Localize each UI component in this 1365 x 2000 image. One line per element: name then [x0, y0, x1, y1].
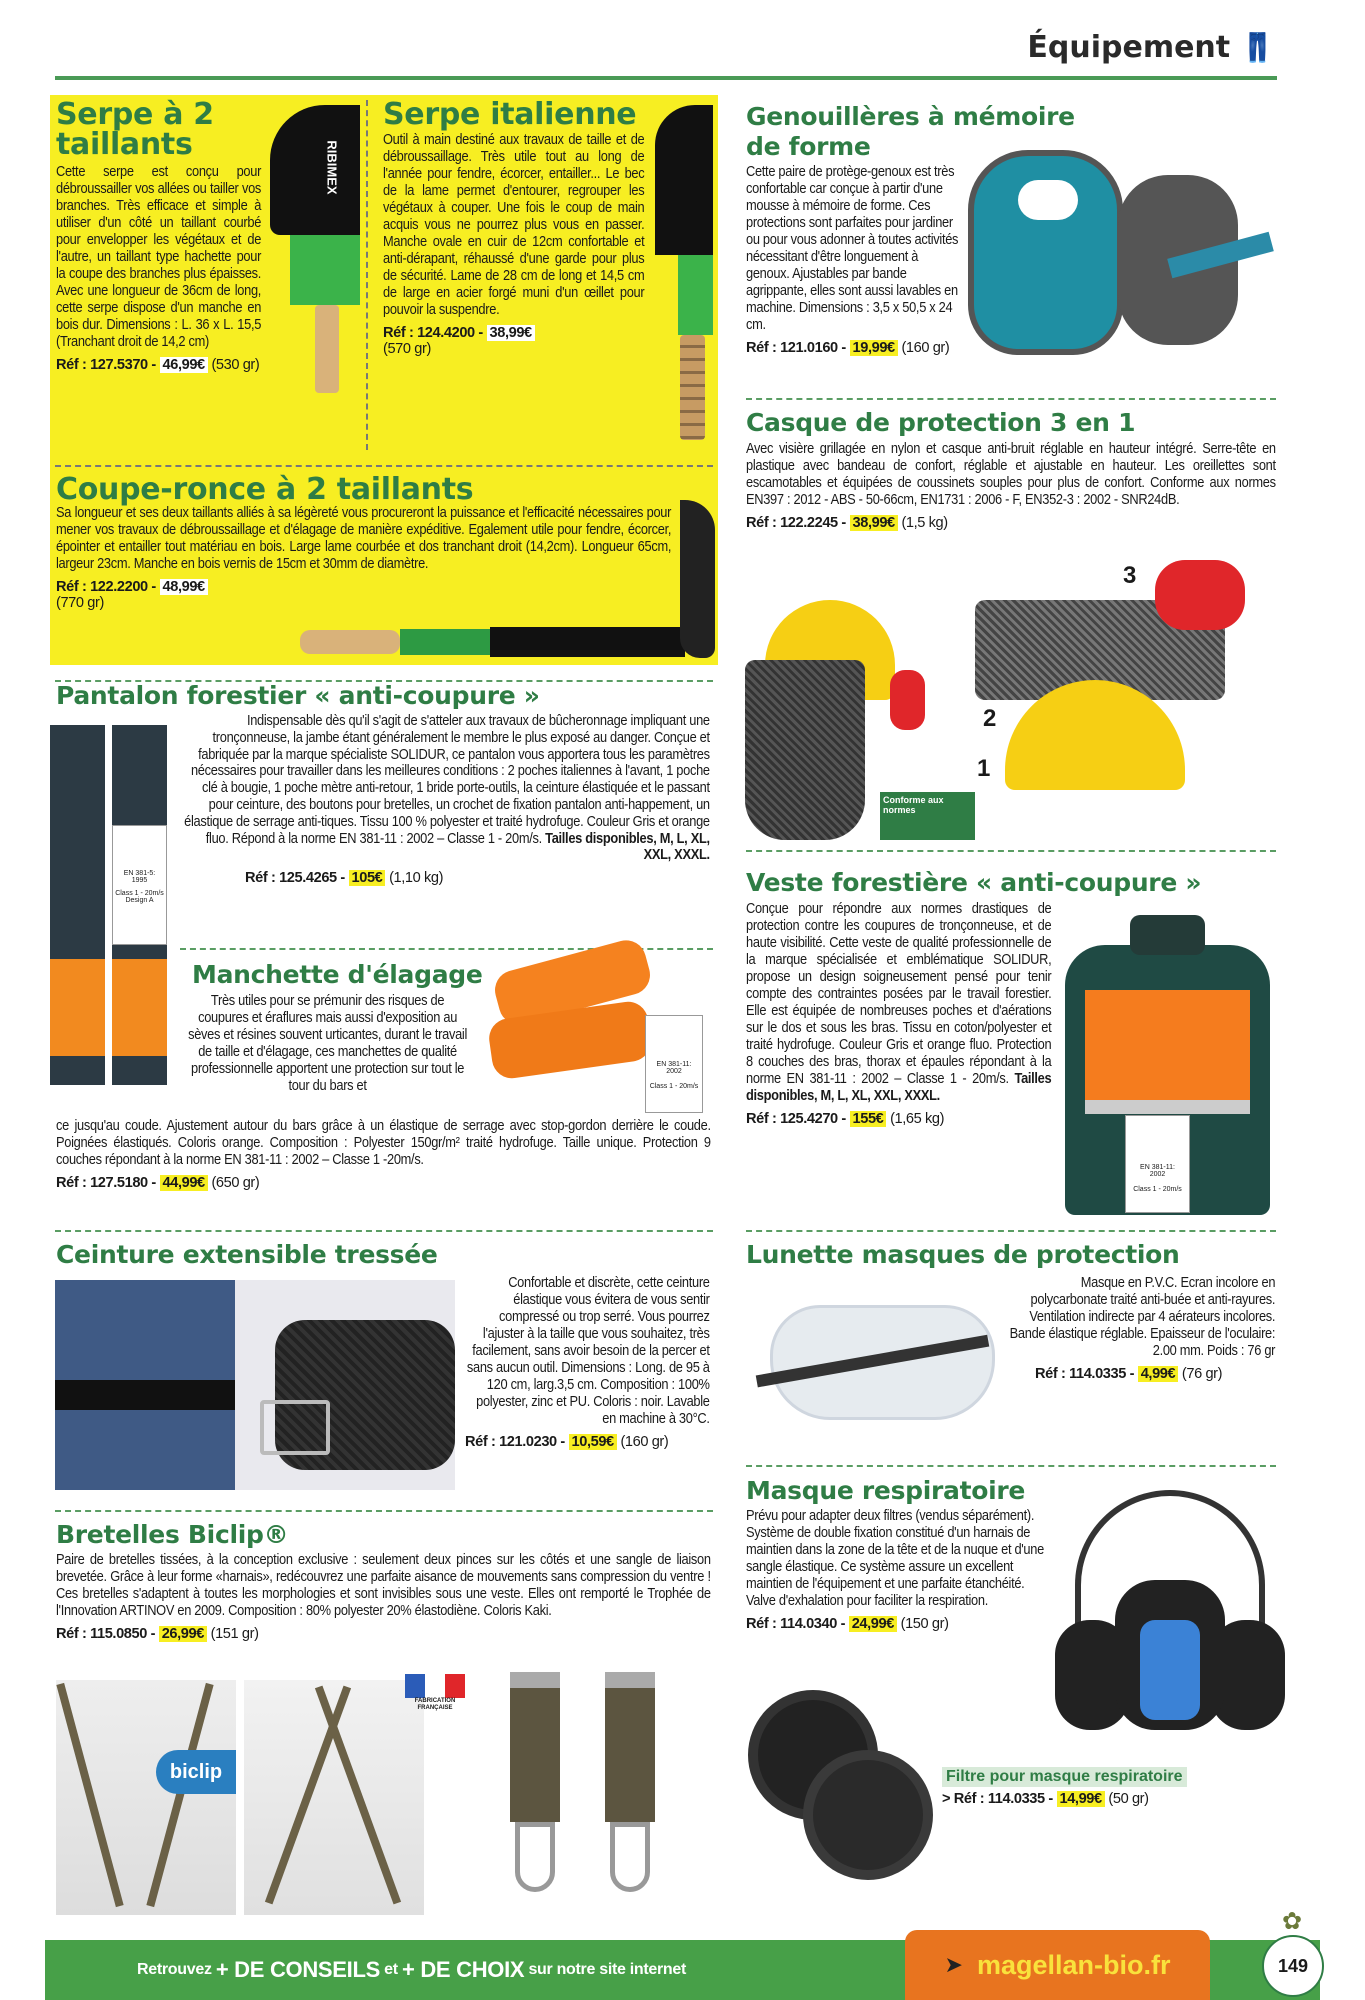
product-title: Filtre pour masque respiratoire [942, 1767, 1187, 1787]
norm-badge: EN 381-11: 2002 Class 1 - 20m/s [645, 1015, 703, 1113]
product-ref: Réf : 124.4200 - 38,99€ (570 gr) [383, 325, 645, 357]
section-header [1027, 30, 1275, 65]
genouilleres-image [968, 145, 1278, 360]
bretelles-photo-1 [56, 1680, 236, 1915]
ceinture-text-block [465, 1275, 710, 1450]
product-title: Coupe-ronce à 2 taillants [56, 472, 474, 507]
product-description: Cette paire de protège-genoux est très confortable car conçue à partir d'une mousse à mémoire de forme. Ces protections sont parfaites pour jardiner ou pour vous adonner à toutes activités nécessitant d'être longuement à genoux. Ajustables par bande agrippante, elles sont aussi lavables en machine. Dimensions : 3,5 x 50,5 x 24 cm. [746, 164, 959, 333]
product-description: Indispensable dès qu'il s'agit de s'atteler aux travaux de bûcheronnage impliquant une tronçonneuse, la jambe étant généralement le membre le plus exposé au danger. Conçue et fabriquée par la marque spécialiste SOLIDUR, ce pantalon vous apportera tous les paramètres nécessaires pour travailler dans les meilleures conditions : 2 poches italiennes à l'avant, 1 poche clé à bougie, 1 poche mètre anti-retour, 1 bride porte-outils, la ceinture élastiquée et le passant pour ceinture, des boutons pour bretelles, un crochet de fixation pantalon anti-happement, un élastique de serrage anti-tiques. Tissu 100 % polyester et traité hydrofuge. Couleur Gris et orange fluo. Répond à la norme EN 381-11 : 2002 – Classe 1 - 20m/s. Tailles disponibles, M, L, XL, XXL, XXXL. [184, 713, 710, 864]
leaf-icon: ✿ [1282, 1908, 1303, 1935]
callout-3: 3 [1123, 562, 1137, 589]
lunette-text-block [1005, 1275, 1275, 1382]
product-description: Paire de bretelles tissées, à la conception exclusive : seulement deux pinces sur les côtés et une sangle de liaison brevetée. Grâce à leur forme «harnais», redécouvrez une parfaite aisance de mouvements sans compression du ventre ! Ces bretelles s'adaptent à toutes les morphologies et sont invisibles sous une veste. Elles ont remporté le Trophée de l'Innovation ARTINOV en 2009. Composition : 80% polyester 20% élastodiène. Coloris Kaki. [56, 1552, 711, 1619]
pants-gloves-icon: 👖 [1240, 32, 1275, 63]
panel-divider-h [55, 465, 713, 467]
product-description: Masque en P.V.C. Ecran incolore en polycarbonate traité anti-buée et anti-rayures. Ventilation indirecte par 4 aérateurs incolores. Bande élastique réglable. Epaisseur de l'oculaire: 2.00 mm. Poids : 76 gr [1009, 1275, 1276, 1359]
product-title: Lunette masques de protection [746, 1240, 1180, 1269]
product-ref: Réf : 122.2245 - 38,99€ (1,5 kg) [746, 515, 948, 531]
product-ref: Réf : 121.0230 - 10,59€ (160 gr) [465, 1434, 669, 1450]
website-link[interactable] [905, 1930, 1210, 2000]
product-ref: Réf : 114.0340 - 24,99€ (150 gr) [746, 1616, 949, 1632]
france-flag-badge [405, 1674, 465, 1719]
footer-text: + DE CONSEILS [215, 1957, 381, 1982]
cursor-icon: ➤ [944, 1952, 963, 1977]
bretelles-text-block [56, 1552, 711, 1642]
ceinture-image [55, 1280, 455, 1490]
divider [746, 850, 1276, 852]
filtre-image [748, 1690, 933, 1880]
product-title: Genouillères à mémoire de forme [746, 102, 1075, 161]
footer-text: et [384, 1961, 398, 1978]
masque-text-block [746, 1508, 1046, 1632]
product-title: Masque respiratoire [746, 1476, 1026, 1505]
product-title: Veste forestière « anti-coupure » [746, 868, 1202, 897]
callout-2: 2 [983, 705, 997, 732]
brand-label: RIBIMEX [324, 140, 340, 195]
manchette-image [480, 925, 700, 1090]
product-description: Prévu pour adapter deux filtres (vendus séparément). Système de double fixation constitué d'un harnais de maintien dans la zone de la tête et de la nuque et d'une sangle élastique. Ce système assure un excellent maintien de l'équipement et une parfaite étanchéité. Valve d'exhalation pour faciliter la respiration. [746, 1508, 1044, 1609]
footer-text: Retrouvez [137, 1961, 212, 1978]
product-ref: Réf : 127.5370 - 46,99€ (530 gr) [56, 357, 260, 373]
product-serpe-italienne [383, 97, 645, 357]
divider [746, 398, 1276, 400]
product-description: Sa longueur et ses deux taillants alliés à sa légèreté vous procureront la puissance et l'efficacité nécessaires pour mener vos travaux de débroussaillage et d'élagage de manière expéditive. Egalement utile pour fendre, écorcer, épointer et entailler tout matériau en bois. Large lame courbée et dos tranchant droit (14,2cm). Longueur 65cm, largeur 23cm. Manche en bois vernis de 15cm et 30mm de diamètre. [56, 505, 672, 572]
product-title: Casque de protection 3 en 1 [746, 408, 1136, 437]
product-description: Confortable et discrète, cette ceinture élastique vous évitera de vous sentir compressé ou trop serré. Vous pourrez l'ajuster à la taille que vous souhaitez, très facilement, sans avoir besoin de la percer et sans aucun outil. Dimensions : Long. de 95 à 120 cm, larg.3,5 cm. Composition : 100% polyester, zinc et PU. Coloris : noir. Lavable en machine à 30°C. [466, 1275, 710, 1427]
website-url: magellan-bio.fr [976, 1949, 1171, 1980]
product-ref: > Réf : 114.0335 - 14,99€ (50 gr) [942, 1791, 1149, 1807]
pantalon-image [50, 725, 175, 1090]
product-title: Ceinture extensible tressée [56, 1240, 438, 1269]
product-title: Serpe italienne [383, 97, 637, 132]
product-description-cont: ce jusqu'au coude. Ajustement autour du bars grâce à un élastique de serrage avec stop-gordon derrière le coude. Poignées élastiqués. Coloris orange. Composition : Polyester 150gr/m² traité hydrofuge. Taille unique. Protection 9 couches répondant à la norme EN 381-11 : 2002 – Classe 1 -20m/s. [56, 1118, 711, 1168]
product-ref: Réf : 125.4270 - 155€ (1,65 kg) [746, 1111, 945, 1127]
biclip-logo: biclip [156, 1750, 236, 1794]
footer-text: sur notre site internet [528, 1961, 687, 1978]
veste-text-block [746, 901, 1051, 1127]
bretelles-photo-2 [244, 1680, 424, 1915]
norm-badge: EN 381-5: 1995 Class 1 - 20m/s Design A [112, 825, 167, 945]
divider [746, 1465, 1276, 1467]
product-description: Très utiles pour se prémunir des risques de coupures et éraflures mais aussi d'exposition au sèves et résines souvent urticantes, durant le travail de taille et d'élagage, ces manchettes de qualité professionnelle apportent une protection sur tout le tour du bars et [188, 993, 468, 1094]
page-number-badge [1262, 1935, 1324, 1997]
product-ref: Réf : 115.0850 - 26,99€ (151 gr) [56, 1626, 259, 1642]
divider [746, 1230, 1276, 1232]
page-number: 149 [1277, 1955, 1309, 1976]
coupe-ronce-image [280, 500, 715, 660]
bretelles-clips-image [505, 1672, 685, 1912]
divider [55, 1230, 713, 1232]
product-title: Bretelles Biclip® [56, 1520, 289, 1549]
pantalon-text-block [180, 713, 710, 886]
genou-text-block [746, 164, 964, 356]
norm-badge: EN 381-11: 2002 Class 1 - 20m/s [1125, 1115, 1190, 1213]
product-ref: Réf : 125.4265 - 105€ (1,10 kg) [245, 870, 444, 887]
norm-label: Conforme aux normes [880, 792, 975, 840]
flag-label: FABRICATION FRANÇAISE [414, 1698, 456, 1711]
casque-image [745, 560, 1275, 845]
product-title: Pantalon forestier « anti-coupure » [56, 681, 540, 710]
product-ref: Réf : 121.0160 - 19,99€ (160 gr) [746, 340, 950, 356]
header-rule [55, 76, 1277, 80]
filtre-block [942, 1767, 1187, 1807]
panel-divider [366, 100, 368, 450]
veste-image [1055, 915, 1280, 1215]
divider [55, 1510, 713, 1512]
serpe-italienne-image [650, 105, 715, 445]
section-title: Équipement [1027, 30, 1231, 65]
serpe-image [265, 105, 360, 395]
product-ref: Réf : 122.2200 - 48,99€ (770 gr) [56, 579, 671, 611]
manchette-text-block [56, 1118, 711, 1191]
callout-1: 1 [977, 755, 991, 782]
lunette-image [750, 1295, 1000, 1435]
product-ref: Réf : 127.5180 - 44,99€ (650 gr) [56, 1175, 260, 1191]
product-description: Avec visière grillagée en nylon et casque anti-bruit réglable en hauteur intégré. Serre-tête en plastique avec bandeau de confort, réglable et ajustable en hauteur. Les oreillettes sont escamotables et équipées de coussinets souples pour plus de confort. Conforme aux normes EN397 : 2012 - ABS - 50-66cm, EN1731 : 2006 - F, EN352-3 : 2002 - SNR24dB. [746, 441, 1276, 508]
product-title: Serpe à 2 taillants [56, 97, 214, 162]
product-title: Manchette d'élagage [192, 960, 483, 989]
product-description: Conçue pour répondre aux normes drastiques de protection contre les coupures de tronçonneuse, et de haute visibilité. Cette veste de qualité professionnelle de la marque spécialisée et emblématique SOLIDUR, propose un design soigneusement pensé pour tenir compte des contraintes posées par le travail forestier. Elle est équipée de nombreuses poches et d'aérations sur le dos et sous les bras. Tissu en coton/polyester et traité hydrofuge. Couleur Gris et orange fluo. Protection 8 couches des bras, thorax et épaules répondant à la norme EN 381-11 : 2002 – Classe 1 - 20m/s. Tailles disponibles, M, L, XL, XXL, XXXL. [746, 901, 1052, 1104]
product-description: Outil à main destiné aux travaux de taille et de débroussaillage. Très utile tout au long de l'année pour fendre, écorcer, entailler... Le bec de la lame permet d'entourer, regrouper les végétaux à couper. Une fois le coup de main acquis vous ne pourrez plus vous en passer. Manche ovale en cuir de 12cm confortable et anti-dérapant, réhaussé d'une garde pour plus de sécurité. Lame de 28 cm de long et 14,5 cm de large en acier forgé muni d'un œillet pour pouvoir la suspendre. [383, 132, 645, 318]
footer-text: + DE CHOIX [401, 1957, 525, 1982]
casque-text-block [746, 441, 1276, 531]
masque-image [1055, 1490, 1285, 1740]
product-serpe-2-taillants [56, 97, 262, 373]
product-description: Cette serpe est conçu pour débroussailler vos allées ou tailler vos branches. Très efficace et simple à utiliser d'un côté un taillant courbé pour envelopper les végétaux et de l'autre, un taillant type hachette pour la coupe des branches plus épaisses. Avec une longueur de 36cm de long, cette serpe dispose d'un manche en bois dur. Dimensions : L. 36 x L. 15,5 (Tranchant droit de 14,2 cm) [56, 164, 262, 350]
product-ref: Réf : 114.0335 - 4,99€ (76 gr) [1035, 1366, 1223, 1382]
